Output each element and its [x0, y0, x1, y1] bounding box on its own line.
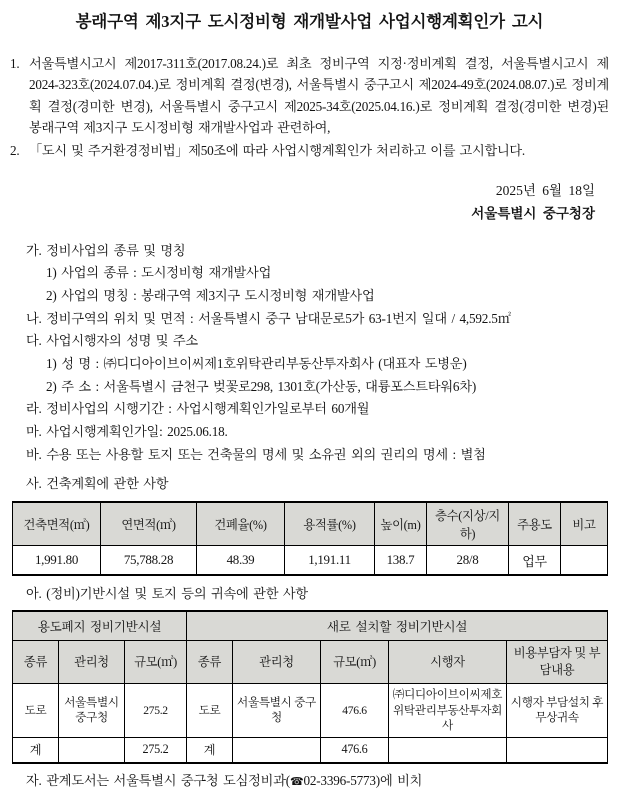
issue-date: 2025년 6월 18일 [495, 182, 595, 198]
footer-text-after: )에 비치 [375, 772, 423, 788]
clause-number: 1. [10, 55, 20, 71]
list-item [26, 421, 609, 444]
list-item [26, 262, 609, 285]
cell-floor-area-ratio: 1,191.11 [285, 546, 375, 576]
cell-total-label-left: 계 [13, 737, 59, 763]
issuing-authority: 서울특별시 중구청장 [471, 205, 595, 221]
cell-new-type: 도로 [187, 683, 233, 737]
item-text: 사업시행계획인가일: 2025.06.18. [46, 424, 228, 440]
list-item [26, 770, 609, 793]
col-header-remarks: 비고 [561, 502, 608, 546]
item-marker: 1) [46, 265, 57, 281]
cell-building-coverage: 48.39 [197, 546, 285, 576]
list-item [26, 353, 609, 376]
col-header-building-area: 건축면적(㎡) [13, 502, 101, 546]
item-marker: 아. [26, 586, 42, 602]
cell-total-cost-bearer [507, 737, 608, 763]
col-header-operator: 시행자 [389, 640, 507, 683]
detail-item-list [0, 240, 619, 496]
page-title: 봉래구역 제3지구 도시정비형 재개발사업 사업시행계획인가 고시 [75, 12, 544, 31]
clause-text: 서울특별시고시 제2017-311호(2017.08.24.)로 최초 정비구역 지정·정비계획 결정, 서울특별시고시 제2024-323호(2024.07.04.)로 정비계획 결정(변경), 서울특별시 중구고시 제2024-49호(2024.08.07.)로 정비계획 결정(경미한 변경), 서울특별시 중구고시 제2025-34호(2025.04.16.)로 정비계획 결정(경미한 변경)된 봉래구역 제3지구 도시정비형 재개발사업과 관련하여, [29, 55, 609, 135]
cell-remarks [561, 546, 608, 576]
list-item [26, 376, 609, 399]
table-group-header-row [13, 611, 608, 641]
item-marker: 1) [46, 356, 57, 372]
clause-item [8, 140, 609, 161]
item-marker: 나. [26, 310, 42, 326]
item-text: 사업시행자의 성명 및 주소 [46, 333, 198, 349]
item-text: 사업의 종류 : 도시정비형 재개발사업 [61, 265, 272, 281]
item-text: 주 소 : 서울특별시 금천구 벚꽃로298, 1301호(가산동, 대륭포스트타워6차) [61, 378, 477, 394]
col-header-new-type: 종류 [187, 640, 233, 683]
clause-list [0, 53, 619, 162]
cell-new-scale: 476.6 [321, 683, 389, 737]
col-header-total-floor-area: 연면적(㎡) [101, 502, 197, 546]
table-total-row [13, 737, 608, 763]
cell-total-new-authority [233, 737, 321, 763]
telephone-icon: ☎ [289, 775, 304, 788]
cell-floors: 28/8 [427, 546, 509, 576]
cell-total-new-scale: 476.6 [321, 737, 389, 763]
item-text: 정비구역의 위치 및 면적 : 서울특별시 중구 남대문로5가 63-1번지 일대 / 4,592.5㎡ [46, 310, 511, 326]
cell-total-abolish-scale: 275.2 [125, 737, 187, 763]
cell-abolish-type: 도로 [13, 683, 59, 737]
cell-total-label-right: 계 [187, 737, 233, 763]
list-item [26, 308, 609, 331]
cell-cost-bearer: 시행자 부담설치 후 무상귀속 [507, 683, 608, 737]
item-text: 사업의 명칭 : 봉래구역 제3지구 도시정비형 재개발사업 [61, 287, 375, 303]
infra-table-wrap [0, 610, 619, 764]
group-header-new-infra: 새로 설치할 정비기반시설 [187, 611, 608, 641]
item-text: 수용 또는 사용할 토지 또는 건축물의 명세 및 소유권 외의 권리의 명세 : 별첨 [46, 446, 486, 462]
item-marker: 2) [46, 287, 57, 303]
building-plan-table [12, 501, 608, 576]
list-item [26, 444, 609, 467]
cell-operator: ㈜디디아이브이씨제호 위탁관리부동산투자회사 [389, 683, 507, 737]
table-header-row [13, 640, 608, 683]
col-header-new-authority: 관리청 [233, 640, 321, 683]
col-header-main-use: 주용도 [509, 502, 561, 546]
table-row [13, 546, 608, 576]
item-marker: 바. [26, 446, 42, 462]
infra-heading-wrap [0, 583, 619, 606]
table-row [13, 683, 608, 737]
item-marker: 자. [26, 772, 42, 788]
item-marker: 마. [26, 424, 42, 440]
signature-block [0, 180, 619, 226]
item-marker: 2) [46, 378, 57, 394]
cell-abolish-scale: 275.2 [125, 683, 187, 737]
item-text: 정비사업의 종류 및 명칭 [46, 242, 186, 258]
col-header-building-coverage: 건폐율(%) [197, 502, 285, 546]
cell-total-operator [389, 737, 507, 763]
item-text: (정비)기반시설 및 토지 등의 귀속에 관한 사항 [46, 586, 308, 602]
col-header-abolish-type: 종류 [13, 640, 59, 683]
cell-total-floor-area: 75,788.28 [101, 546, 197, 576]
list-item [26, 240, 609, 263]
clause-text: 「도시 및 주거환경정비법」제50조에 따라 사업시행계획인가 처리하고 이를 고시합니다. [29, 143, 525, 159]
cell-total-abolish-authority [59, 737, 125, 763]
list-item [26, 285, 609, 308]
item-marker: 사. [26, 475, 42, 491]
clause-item [8, 53, 609, 139]
col-header-floor-area-ratio: 용적률(%) [285, 502, 375, 546]
cell-building-area: 1,991.80 [13, 546, 101, 576]
item-marker: 다. [26, 333, 42, 349]
col-header-new-scale: 규모(㎡) [321, 640, 389, 683]
item-text: 건축계획에 관한 사항 [46, 475, 169, 491]
cell-abolish-authority: 서울특별시 중구청 [59, 683, 125, 737]
item-text: 성 명 : ㈜디디아이브이씨제1호위탁관리부동산투자회사 (대표자 도병운) [61, 356, 467, 372]
item-marker: 라. [26, 401, 42, 417]
col-header-abolish-authority: 관리청 [59, 640, 125, 683]
cell-main-use: 업무 [509, 546, 561, 576]
building-table-wrap [0, 501, 619, 576]
item-text: 정비사업의 시행기간 : 사업시행계획인가일로부터 60개월 [46, 401, 370, 417]
col-header-cost-bearer: 비용부담자 및 부담내용 [507, 640, 608, 683]
footer-phone: 02-3396-5773 [303, 772, 376, 788]
list-item [26, 473, 609, 496]
item-marker: 가. [26, 242, 42, 258]
list-item [26, 583, 609, 606]
list-item [26, 330, 609, 353]
footer-text-before: 관계도서는 서울특별시 중구청 도심정비과( [46, 772, 290, 788]
clause-number: 2. [10, 143, 20, 159]
col-header-height: 높이(m) [375, 502, 427, 546]
table-header-row [13, 502, 608, 546]
cell-height: 138.7 [375, 546, 427, 576]
col-header-abolish-scale: 규모(㎡) [125, 640, 187, 683]
col-header-floors: 층수(지상/지하) [427, 502, 509, 546]
cell-new-authority: 서울특별시 중구청 [233, 683, 321, 737]
group-header-abolished-infra: 용도폐지 정비기반시설 [13, 611, 187, 641]
infrastructure-table [12, 610, 608, 764]
footer-wrap [0, 770, 619, 793]
list-item [26, 398, 609, 421]
